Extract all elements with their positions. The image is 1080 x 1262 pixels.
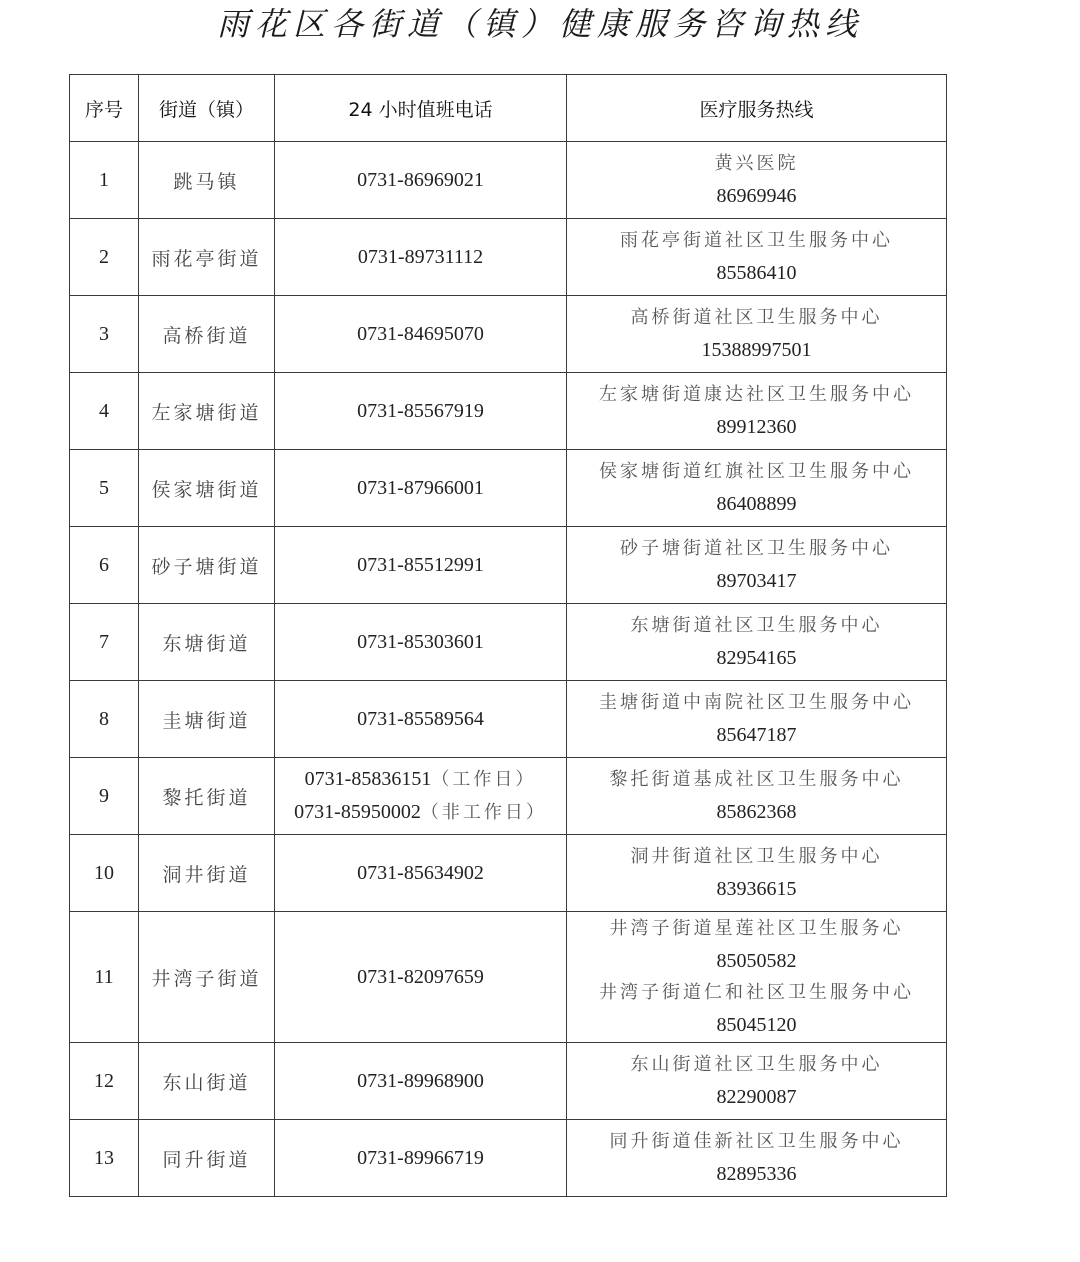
duty-phone-line: [275, 472, 566, 504]
medical-hotline-number[interactable]: 83936615: [716, 878, 797, 900]
duty-phone-cell: [275, 1043, 567, 1120]
street-name: 洞井街道: [139, 835, 275, 912]
header-street: 街道（镇）: [139, 75, 275, 142]
table-row: [70, 373, 947, 450]
duty-phone-number[interactable]: 0731-86969021: [357, 169, 484, 191]
row-index: 2: [70, 219, 139, 296]
medical-hotline-cell: [567, 450, 947, 527]
duty-phone-cell: [275, 758, 567, 835]
medical-center-name: 洞井街道社区卫生服务中心: [630, 846, 883, 867]
medical-hotline-number[interactable]: 85647187: [716, 724, 797, 746]
duty-phone-number[interactable]: 0731-84695070: [357, 323, 484, 345]
duty-phone-line: [275, 857, 566, 889]
medical-center-name: 黎托街道基成社区卫生服务中心: [609, 769, 904, 790]
duty-phone-cell: [275, 604, 567, 681]
duty-phone-number[interactable]: 0731-85634902: [357, 862, 484, 884]
street-name: 井湾子街道: [139, 912, 275, 1043]
duty-phone-line: [275, 961, 566, 993]
medical-center-name: 黄兴医院: [714, 153, 799, 174]
medical-hotline-cell: [567, 835, 947, 912]
duty-phone-number[interactable]: 0731-85512991: [357, 554, 484, 576]
medical-center-name: 左家塘街道康达社区卫生服务中心: [599, 384, 914, 405]
duty-phone-number[interactable]: 0731-89731112: [357, 246, 484, 268]
medical-hotline-cell: [567, 142, 947, 219]
duty-phone-line: [275, 626, 566, 658]
duty-phone-cell: [275, 1120, 567, 1197]
duty-phone-line: [275, 395, 566, 427]
medical-hotline-cell: [567, 912, 947, 1043]
street-name: 黎托街道: [139, 758, 275, 835]
duty-phone-cell: [275, 527, 567, 604]
medical-hotline-cell: [567, 219, 947, 296]
row-index: 11: [70, 912, 139, 1043]
hotline-table: [69, 74, 947, 1197]
medical-hotline-number[interactable]: 86969946: [716, 185, 797, 207]
medical-hotline-cell: [567, 1043, 947, 1120]
duty-phone-cell: [275, 835, 567, 912]
duty-phone-line: [275, 1142, 566, 1174]
table-header-row: [70, 75, 947, 142]
street-name: 东山街道: [139, 1043, 275, 1120]
duty-phone-cell: [275, 296, 567, 373]
page-title: 雨花区各街道（镇）健康服务咨询热线: [216, 5, 863, 43]
duty-phone-line: [275, 241, 566, 273]
row-index: 6: [70, 527, 139, 604]
table-row: [70, 219, 947, 296]
duty-phone-line: [275, 164, 566, 196]
row-index: 7: [70, 604, 139, 681]
duty-phone-line: [275, 1065, 566, 1097]
street-name: 砂子塘街道: [139, 527, 275, 604]
duty-phone-cell: [275, 450, 567, 527]
duty-phone-cell: [275, 219, 567, 296]
table-row: [70, 758, 947, 835]
table-row: [70, 681, 947, 758]
row-index: 8: [70, 681, 139, 758]
duty-phone-cell: [275, 373, 567, 450]
medical-hotline-cell: [567, 604, 947, 681]
medical-center-name: 同升街道佳新社区卫生服务中心: [609, 1131, 904, 1152]
duty-phone-note: （非工作日）: [420, 802, 547, 823]
table-row: [70, 835, 947, 912]
table-row: [70, 604, 947, 681]
table-row: [70, 296, 947, 373]
medical-center-name: 井湾子街道星莲社区卫生服务心: [609, 918, 904, 939]
street-name: 跳马镇: [139, 142, 275, 219]
medical-center-name: 井湾子街道仁和社区卫生服务中心: [599, 982, 914, 1003]
row-index: 12: [70, 1043, 139, 1120]
medical-hotline-cell: [567, 758, 947, 835]
row-index: 4: [70, 373, 139, 450]
table-row: [70, 142, 947, 219]
header-medical-hotline: 医疗服务热线: [567, 75, 947, 142]
medical-hotline-number[interactable]: 82290087: [716, 1086, 797, 1108]
table-row: [70, 450, 947, 527]
street-name: 左家塘街道: [139, 373, 275, 450]
table-row: [70, 527, 947, 604]
row-index: 13: [70, 1120, 139, 1197]
medical-hotline-cell: [567, 1120, 947, 1197]
medical-hotline-cell: [567, 681, 947, 758]
medical-center-name: 雨花亭街道社区卫生服务中心: [620, 230, 893, 251]
duty-phone-line: [275, 318, 566, 350]
table-row: [70, 912, 947, 1043]
medical-center-name: 东山街道社区卫生服务中心: [630, 1054, 883, 1075]
medical-hotline-cell: [567, 373, 947, 450]
header-duty-phone: 24 小时值班电话: [275, 75, 567, 142]
row-index: 5: [70, 450, 139, 527]
medical-hotline-number[interactable]: 82954165: [716, 647, 797, 669]
street-name: 同升街道: [139, 1120, 275, 1197]
medical-hotline-number[interactable]: 15388997501: [701, 339, 812, 361]
table-body: [70, 142, 947, 1197]
medical-hotline-number[interactable]: 82895336: [716, 1163, 797, 1185]
duty-phone-number[interactable]: 0731-85589564: [357, 708, 484, 730]
medical-center-name: 砂子塘街道社区卫生服务中心: [620, 538, 893, 559]
street-name: 高桥街道: [139, 296, 275, 373]
row-index: 9: [70, 758, 139, 835]
medical-center-name: 高桥街道社区卫生服务中心: [630, 307, 883, 328]
duty-phone-number[interactable]: 0731-82097659: [357, 966, 484, 988]
table-row: [70, 1043, 947, 1120]
table-row: [70, 1120, 947, 1197]
duty-phone-line: [275, 796, 566, 829]
duty-phone-line: [275, 549, 566, 581]
row-index: 1: [70, 142, 139, 219]
medical-center-name: 东塘街道社区卫生服务中心: [630, 615, 883, 636]
duty-phone-cell: [275, 142, 567, 219]
duty-phone-number[interactable]: 0731-89966719: [357, 1147, 484, 1169]
duty-phone-number[interactable]: 0731-85303601: [357, 631, 484, 653]
medical-center-name: 圭塘街道中南院社区卫生服务中心: [599, 692, 914, 713]
medical-hotline-number[interactable]: 85586410: [716, 262, 797, 284]
duty-phone-number[interactable]: 0731-85950002: [294, 801, 421, 823]
duty-phone-line: [275, 763, 566, 796]
row-index: 10: [70, 835, 139, 912]
duty-phone-number[interactable]: 0731-85836151: [304, 768, 432, 790]
medical-hotline-number[interactable]: 86408899: [716, 493, 797, 515]
duty-phone-note: （工作日）: [431, 769, 537, 790]
duty-phone-number[interactable]: 0731-85567919: [357, 400, 484, 422]
duty-phone-cell: [275, 681, 567, 758]
duty-phone-number[interactable]: 0731-87966001: [357, 477, 484, 499]
street-name: 雨花亭街道: [139, 219, 275, 296]
duty-phone-cell: [275, 912, 567, 1043]
medical-hotline-cell: [567, 527, 947, 604]
medical-hotline-number[interactable]: 89703417: [716, 570, 797, 592]
medical-center-name: 侯家塘街道红旗社区卫生服务中心: [599, 461, 914, 482]
medical-hotline-number[interactable]: 85050582: [716, 950, 797, 972]
medical-hotline-number[interactable]: 85862368: [716, 801, 797, 823]
medical-hotline-number[interactable]: 85045120: [716, 1014, 797, 1036]
duty-phone-line: [275, 703, 566, 735]
street-name: 侯家塘街道: [139, 450, 275, 527]
medical-hotline-cell: [567, 296, 947, 373]
street-name: 圭塘街道: [139, 681, 275, 758]
street-name: 东塘街道: [139, 604, 275, 681]
medical-hotline-number[interactable]: 89912360: [716, 416, 797, 438]
header-index: 序号: [70, 75, 139, 142]
row-index: 3: [70, 296, 139, 373]
duty-phone-number[interactable]: 0731-89968900: [357, 1070, 484, 1092]
